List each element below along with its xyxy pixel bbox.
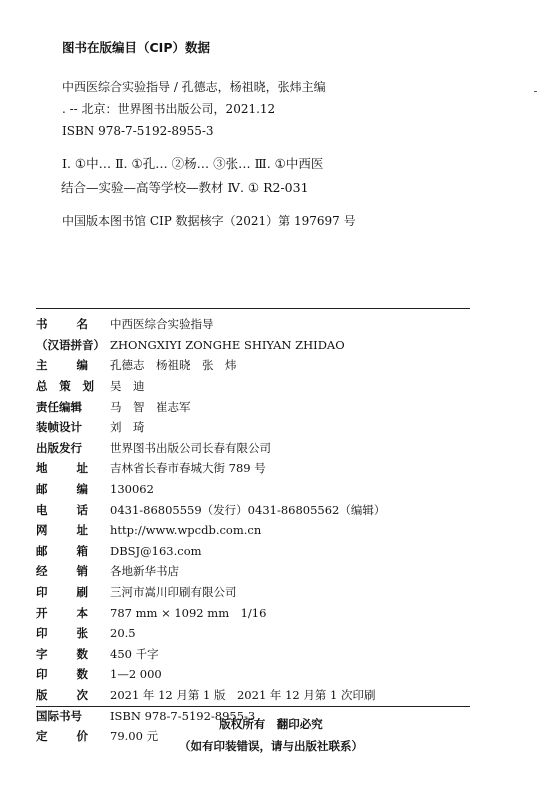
- info-row: [36, 582, 476, 603]
- info-label: [36, 419, 110, 435]
- info-label-part: 字: [36, 646, 48, 661]
- info-label: [36, 666, 88, 682]
- info-label-part: 出版发行: [36, 440, 82, 455]
- info-row: [36, 541, 476, 562]
- info-value: 中西医综合实验指导: [110, 317, 214, 332]
- info-value: 450 千字: [110, 646, 159, 661]
- info-label-part: 箱: [76, 543, 88, 558]
- info-label: [36, 522, 88, 538]
- info-label-part: 话: [76, 502, 88, 517]
- info-row: [36, 396, 476, 417]
- info-label-part: 国际书号: [36, 708, 82, 723]
- info-row: [36, 644, 476, 665]
- info-label-part: 址: [76, 523, 88, 538]
- info-label: [36, 563, 88, 579]
- info-value: 马 智 崔志军: [110, 399, 191, 414]
- edge-mark: [534, 91, 537, 92]
- info-row: [36, 314, 476, 335]
- info-label-part: 销: [76, 564, 88, 579]
- info-row: [36, 499, 476, 520]
- info-label-part: 邮: [36, 482, 48, 497]
- info-row: [36, 355, 476, 376]
- info-label-part: 版: [36, 687, 48, 702]
- info-value: 1—2 000: [110, 667, 162, 682]
- info-label-part: 书: [36, 317, 48, 332]
- info-value: DBSJ@163.com: [110, 543, 202, 558]
- info-label-part: 址: [76, 461, 88, 476]
- info-label-part: 次: [76, 687, 88, 702]
- info-label-part: 主: [36, 358, 48, 373]
- info-label-part: 名: [76, 317, 88, 332]
- info-value: 20.5: [110, 626, 136, 641]
- info-row: [36, 602, 476, 623]
- info-value: 世界图书出版公司长春有限公司: [110, 440, 271, 455]
- info-value: ZHONGXIYI ZONGHE SHIYAN ZHIDAO: [110, 337, 345, 352]
- info-value: 787 mm × 1092 mm 1/16: [110, 605, 267, 620]
- info-row: [36, 479, 476, 500]
- info-label-part: 地: [36, 461, 48, 476]
- info-label: [36, 605, 88, 621]
- info-value: 吉林省长春市春城大街 789 号: [110, 461, 266, 476]
- info-value: 79.00 元: [110, 729, 159, 744]
- publication-info-table: [36, 314, 476, 746]
- cip-block: [62, 40, 502, 232]
- info-label-part: 装帧设计: [36, 420, 82, 435]
- cip-heading: 图书在版编目（CIP）数据: [62, 40, 210, 55]
- info-value: 三河市嵩川印刷有限公司: [110, 585, 237, 600]
- cip-title-line: 中西医综合实验指导 / 孔德志，杨祖晓，张炜主编: [62, 80, 326, 94]
- info-label-part: 责任编辑: [36, 399, 82, 414]
- info-value: 孔德志 杨祖晓 张 炜: [110, 358, 237, 373]
- info-row: [36, 438, 476, 459]
- info-value: 0431-86805559（发行）0431-86805562（编辑）: [110, 502, 386, 517]
- info-label: [36, 543, 88, 559]
- cip-classification-line-2: 结合—实验—高等学校—教材 Ⅳ. ① R2-031: [61, 180, 309, 195]
- info-row: [36, 520, 476, 541]
- bottom-divider: [36, 706, 470, 707]
- info-label: [36, 646, 88, 662]
- info-value: 吴 迪: [110, 379, 145, 394]
- info-row: [36, 417, 476, 438]
- cip-record-number: 中国版本图书馆 CIP 数据核字（2021）第 197697 号: [62, 214, 356, 228]
- info-row: [36, 664, 476, 685]
- info-label-part: 电: [36, 502, 48, 517]
- info-label-part: 印: [36, 667, 48, 682]
- info-label-part: 开: [36, 605, 48, 620]
- info-label-part: 编: [76, 482, 88, 497]
- top-divider: [36, 308, 470, 309]
- info-row: [36, 376, 476, 397]
- info-label-part: 印: [36, 585, 48, 600]
- info-label: [36, 316, 88, 332]
- info-label-part: 编: [76, 358, 88, 373]
- info-row: [36, 335, 476, 356]
- info-row: [36, 623, 476, 644]
- info-label-part: 定: [36, 729, 48, 744]
- info-row: [36, 561, 476, 582]
- info-label: [36, 625, 88, 641]
- info-label-part: 印: [36, 626, 48, 641]
- info-label: [36, 357, 88, 373]
- info-label: [36, 337, 110, 353]
- info-label: [36, 584, 88, 600]
- info-value: 130062: [110, 482, 154, 497]
- info-label-part: 邮: [36, 543, 48, 558]
- info-label-part: （汉语拼音）: [36, 337, 105, 352]
- info-value: ISBN 978-7-5192-8955-3: [110, 708, 256, 723]
- info-label-part: 策: [59, 379, 71, 394]
- info-label-part: 张: [76, 626, 88, 641]
- info-label-part: 划: [82, 379, 94, 394]
- info-label-part: 数: [76, 667, 88, 682]
- info-value: 2021 年 12 月第 1 版 2021 年 12 月第 1 次印刷: [110, 687, 376, 702]
- cip-classification-line-1: Ⅰ. ①中… Ⅱ. ①孔… ②杨… ③张… Ⅲ. ①中西医: [62, 156, 324, 171]
- info-label-part: 经: [36, 564, 48, 579]
- info-label-part: 数: [76, 646, 88, 661]
- cip-isbn: ISBN 978-7-5192-8955-3: [62, 124, 214, 138]
- info-label-part: 刷: [76, 585, 88, 600]
- copyright-notice: 版权所有 翻印必究: [219, 717, 323, 731]
- info-row: [36, 458, 476, 479]
- info-row: [36, 685, 476, 706]
- info-label-part: 本: [76, 605, 88, 620]
- info-label: [36, 440, 110, 456]
- info-value: 各地新华书店: [110, 564, 179, 579]
- info-label: [36, 502, 88, 518]
- info-label: [36, 378, 94, 394]
- info-label-part: 总: [36, 379, 48, 394]
- cip-publisher-line: . -- 北京：世界图书出版公司，2021.12: [62, 102, 276, 116]
- info-label-part: 网: [36, 523, 48, 538]
- info-label-part: 价: [76, 729, 88, 744]
- info-label: [36, 460, 88, 476]
- error-contact-notice: （如有印装错误，请与出版社联系）: [179, 739, 363, 753]
- info-value: http://www.wpcdb.com.cn: [110, 523, 262, 538]
- info-label: [36, 687, 88, 703]
- info-value: 刘 琦: [110, 420, 145, 435]
- info-label: [36, 399, 110, 415]
- info-label: [36, 481, 88, 497]
